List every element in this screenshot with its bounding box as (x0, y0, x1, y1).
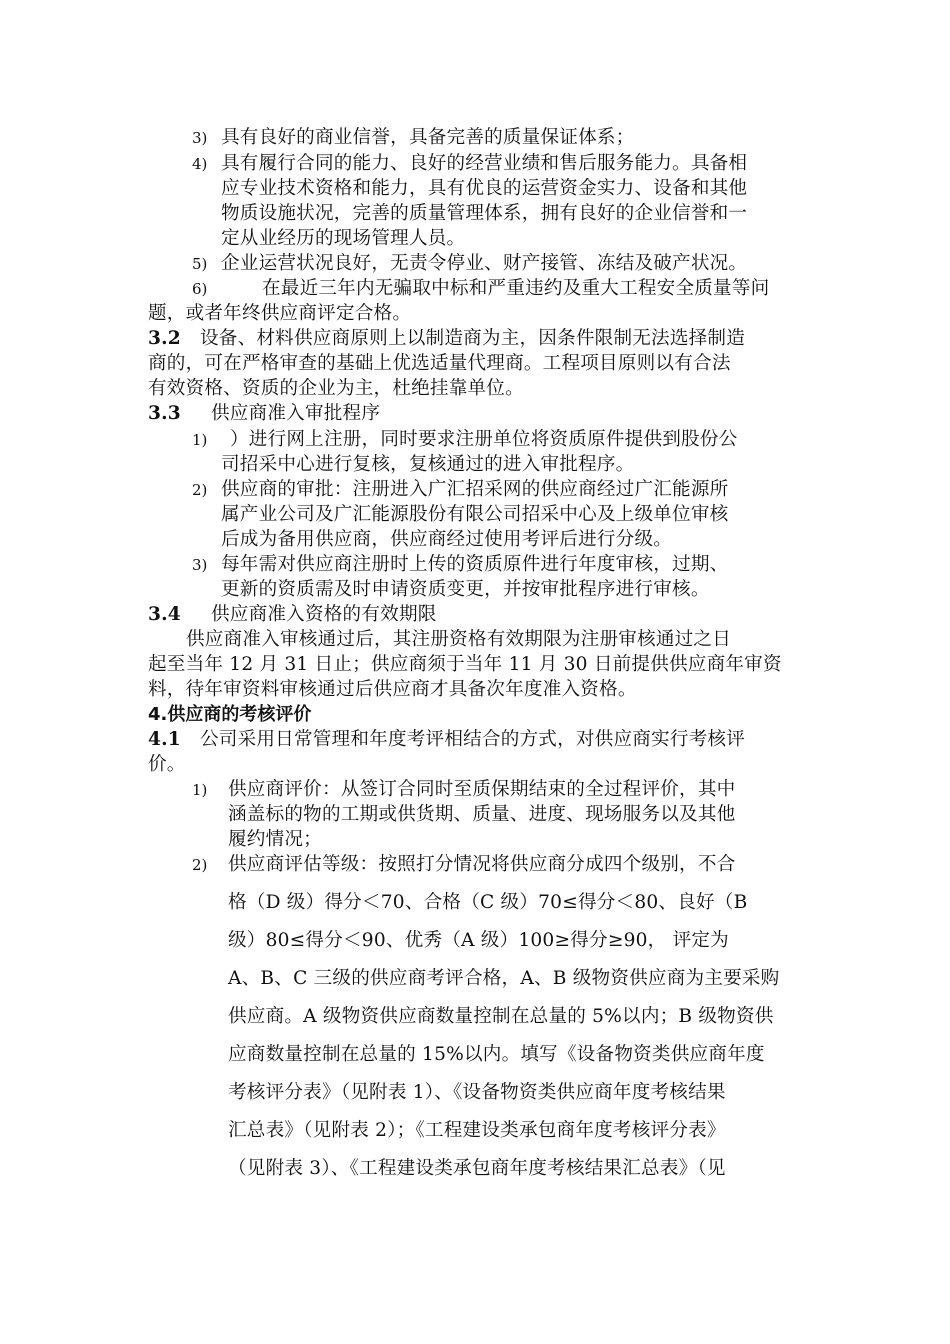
list-item-text: 企业运营状况良好，无责令停业、财产接管、冻结及破产状况。 (221, 253, 748, 274)
list-item-text: 在最近三年内无骗取中标和严重违约及重大工程安全质量等问 (262, 278, 770, 299)
list-item-text: 履约情况； (228, 829, 322, 850)
list-item-text: 格（D 级）得分＜70、合格（C 级）70≤得分＜80、良好（B (228, 892, 748, 913)
list-item-text: 具有履行合同的能力、良好的经营业绩和售后服务能力。具备相 (221, 153, 748, 174)
list-number: 1) (192, 781, 208, 799)
list-item-text: 级）80≤得分＜90、优秀（A 级）100≥得分≥90， 评定为 (228, 930, 729, 951)
list-number: 2) (192, 481, 208, 499)
section-number: 3.4 (148, 604, 181, 625)
list-number: 3) (192, 129, 208, 147)
list-item-text: 供应商评价：从签订合同时至质保期结束的全过程评价，其中 (228, 779, 736, 800)
list-item-text: 汇总表》（见附表 2）；《工程建设类承包商年度考核评分表》 (228, 1120, 726, 1141)
list-number: 5) (192, 255, 208, 273)
chapter-title: 4.供应商的考核评价 (148, 704, 312, 725)
list-number: 3) (192, 556, 208, 574)
list-item-text: （见附表 3）、《工程建设类承包商年度考核结果汇总表》（见 (228, 1158, 726, 1179)
list-item-text: 属产业公司及广汇能源股份有限公司招采中心及上级单位审核 (221, 504, 729, 525)
list-number: 2) (192, 856, 208, 874)
paragraph-line: 设备、材料供应商原则上以制造商为主，因条件限制无法选择制造 (200, 328, 746, 349)
list-item-text: 物质设施状况，完善的质量管理体系，拥有良好的企业信誉和一 (221, 203, 748, 224)
section-title: 供应商准入资格的有效期限 (211, 604, 437, 625)
paragraph-line: 起至当年 12 月 31 日止；供应商须于当年 11 月 30 日前提供供应商年审资 (148, 654, 782, 675)
section-number: 3.3 (148, 403, 181, 424)
list-item-text: 后成为备用供应商，供应商经过使用考评后进行分级。 (221, 529, 673, 550)
list-number: 4) (192, 155, 208, 173)
list-item-text: 司招采中心进行复核，复核通过的进入审批程序。 (221, 454, 635, 475)
list-item-text: 供应商的审批：注册进入广汇招采网的供应商经过广汇能源所 (221, 479, 729, 500)
paragraph-line: 商的，可在严格审查的基础上优选适量代理商。工程项目原则以有合法 (148, 353, 731, 374)
list-item-text: 定从业经历的现场管理人员。 (221, 228, 466, 249)
list-item-text: 供应商评估等级：按照打分情况将供应商分成四个级别，不合 (228, 854, 736, 875)
list-item-text: 供应商。A 级物资供应商数量控制在总量的 5%以内；B 级物资供 (228, 1006, 774, 1027)
list-item-text: 题，或者年终供应商评定合格。 (148, 303, 412, 324)
list-item-text: 涵盖标的物的工期或供货期、质量、进度、现场服务以及其他 (228, 804, 736, 825)
paragraph-line: 有效资格、资质的企业为主，杜绝挂靠单位。 (148, 378, 524, 399)
paragraph-line: 价。 (148, 754, 186, 775)
list-item-text: A、B、C 三级的供应商考评合格，A、B 级物资供应商为主要采购 (228, 968, 780, 989)
list-item-text: 应专业技术资格和能力，具有优良的运营资金实力、设备和其他 (221, 178, 748, 199)
list-item-text: ）进行网上注册，同时要求注册单位将资质原件提供到股份公 (230, 429, 738, 450)
list-item-text: 具有良好的商业信誉，具备完善的质量保证体系； (221, 127, 635, 148)
list-number: 1) (192, 431, 208, 449)
list-number: 6) (192, 280, 208, 298)
section-title: 供应商准入审批程序 (211, 403, 381, 424)
list-item-text: 更新的资质需及时申请资质变更，并按审批程序进行审核。 (221, 579, 710, 600)
list-item-text: 应商数量控制在总量的 15%以内。填写《设备物资类供应商年度 (228, 1044, 765, 1065)
section-number: 3.2 (148, 328, 181, 349)
paragraph-line: 供应商准入审核通过后，其注册资格有效期限为注册审核通过之日 (186, 629, 732, 650)
list-item-text: 考核评分表》（见附表 1）、《设备物资类供应商年度考核结果 (228, 1082, 726, 1103)
section-number: 4.1 (148, 729, 181, 750)
paragraph-line: 料，待年审资料审核通过后供应商才具备次年度准入资格。 (148, 679, 637, 700)
paragraph-line: 公司采用日常管理和年度考评相结合的方式，对供应商实行考核评 (200, 729, 746, 750)
list-item-text: 每年需对供应商注册时上传的资质原件进行年度审核，过期、 (221, 554, 729, 575)
